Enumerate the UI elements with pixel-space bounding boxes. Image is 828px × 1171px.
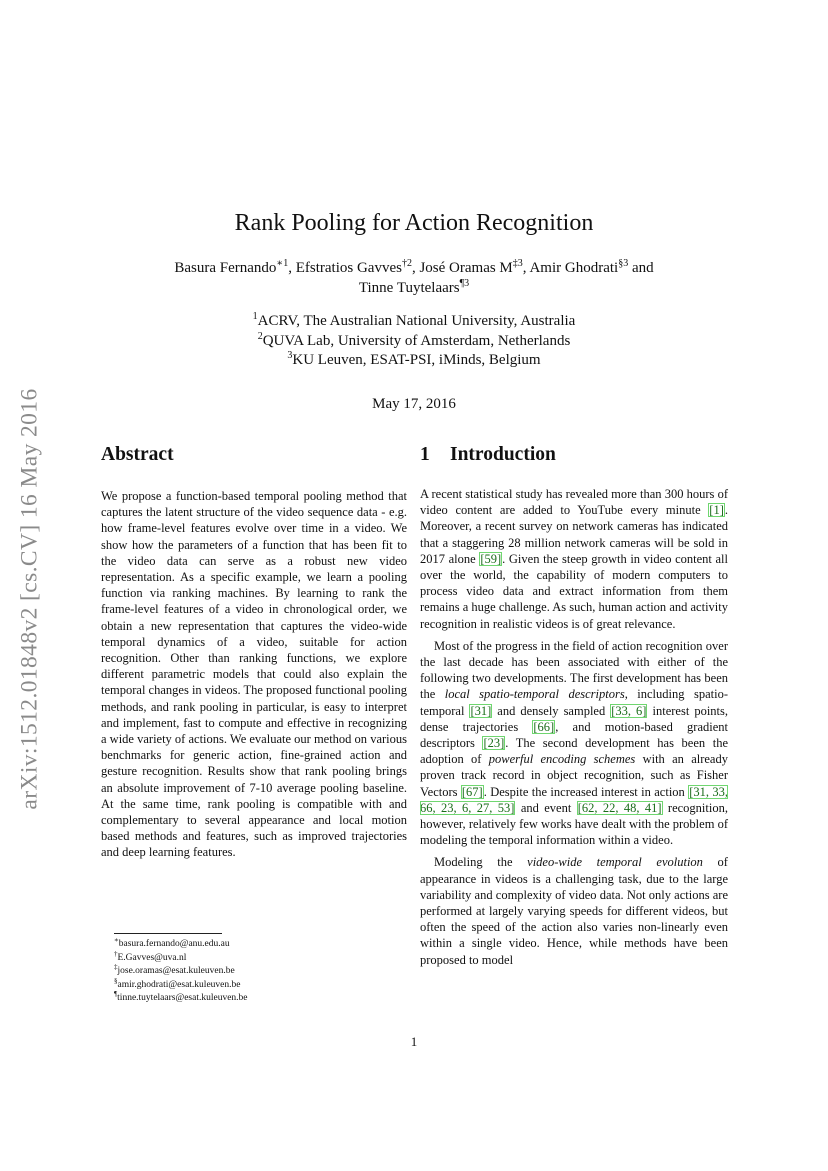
footnote	[114, 962, 414, 979]
author-conjunction: and	[631, 260, 654, 276]
paragraph: A recent statistical study has revealed more than 300 hours of video content are added to YouTube every minute [1]. Moreover, a recent survey on network cameras has indicated that a staggering 28 million network cameras will be sold in 2017 alone [59]. Given the steep growth in video content all over the world, the capability of modern computers to process video data and extract information from them remains a huge challenge. As such, human action and activity recognition in realistic videos is of great relevance.	[420, 487, 728, 631]
affiliation-line	[120, 351, 708, 371]
author-mark: §3	[618, 258, 629, 269]
arxiv-id: arXiv:1512.01848v2 [cs.CV] 16 May 2016	[16, 388, 43, 810]
author-mark: ∗1	[276, 258, 289, 269]
author-name: José Oramas M	[419, 260, 513, 276]
section-title: Introduction	[450, 444, 556, 465]
paper-date: May 17, 2016	[372, 396, 456, 412]
affiliation-line	[120, 312, 708, 332]
footnote-email[interactable]: tinne.tuytelaars@esat.kuleuven.be	[117, 993, 248, 1003]
introduction-heading	[420, 444, 556, 466]
citation-link[interactable]: [33, 6]	[611, 703, 647, 718]
paragraph: Most of the progress in the field of action recognition over the last decade has been associated with either of the following two developments. The first development has been the local spatio-temporal descriptors, including spatio-temporal [31] and densely sampled [33, 6] interest points, dense trajectories [66], and motion-based gradient descriptors [23]. The second development has been the adoption of powerful encoding schemes with an already proven track record in object recognition, such as Fisher Vectors [67]. Despite the increased interest in action [31, 33, 66, 23, 6, 27, 53] and event [62, 22, 48, 41] recognition, however, relatively few works have dealt with the problem of modeling the temporal information within a video.	[420, 638, 729, 848]
footnote	[114, 935, 414, 952]
footnote-mark: §	[114, 976, 118, 985]
author-mark: ¶3	[459, 278, 470, 289]
footnote-email[interactable]: jose.oramas@esat.kuleuven.be	[117, 966, 235, 976]
emphasis: powerful encoding schemes	[488, 752, 636, 767]
author-name: Amir Ghodrati	[529, 260, 619, 276]
footnote-mark: †	[114, 949, 118, 958]
author-mark: †2	[401, 258, 412, 269]
footnote-mark: ‡	[114, 962, 118, 971]
paragraph: Modeling the video-wide temporal evolution of appearance in videos is a challenging task, due to the large variability and complexity of video data. Not only actions are performed at largely varying speeds for different videos, but often the speed of the action also varies non-linearly even within a single video. Hence, while methods have been proposed to model	[420, 855, 728, 967]
affiliation-mark: 1	[252, 311, 258, 322]
abstract-body: We propose a function-based temporal pooling method that captures the latent structure of the video sequence data - e.g. how frame-level features evolve over time in a video. We show how the parameters of a function that has been fit to the video data can serve as a robust new video representation. As a specific example, we learn a pooling function via ranking machines. By learning to rank the frame-level features of a video in chronological order, we obtain a new representation that captures the video-wide temporal dynamics of a video, suitable for action recognition. Other than ranking functions, we explore different parametric models that could also explain the temporal changes in videos. The proposed functional pooling methods, and rank pooling in particular, is easy to interpret and implement, fast to compute and effective in recognizing a wide variety of actions. We evaluate our method on various benchmarks for generic action, fine-grained action and gesture recognition. Results show that rank pooling brings an absolute improvement of 7-10 average pooling baseline. At the same time, rank pooling is compatible with and complementary to several appearance and local motion based methods and features, such as improved trajectories and deep learning features.	[101, 489, 407, 860]
citation-link[interactable]: [1]	[709, 503, 724, 518]
emphasis: local spatio-temporal descriptors	[444, 687, 625, 702]
footnote-rule	[114, 933, 222, 934]
footnote	[114, 949, 414, 966]
footnote-mark: ¶	[114, 989, 118, 998]
affiliation-text: KU Leuven, ESAT-PSI, iMinds, Belgium	[292, 352, 541, 368]
affiliations	[120, 312, 708, 371]
citation-link[interactable]: [66]	[533, 719, 555, 734]
affiliation-text: QUVA Lab, University of Amsterdam, Netherlands	[262, 332, 571, 349]
affiliation-text: ACRV, The Australian National University, Australia	[257, 313, 576, 329]
citation-link[interactable]: [23]	[483, 736, 505, 751]
footnote-email[interactable]: basura.fernando@anu.edu.au	[118, 939, 230, 949]
abstract-heading: Abstract	[101, 444, 174, 465]
affiliation-mark: 3	[287, 350, 293, 361]
footnote-mark: ∗	[114, 935, 119, 944]
footnotes	[114, 935, 414, 1006]
footnote	[114, 976, 414, 993]
footnote-email[interactable]: E.Gavves@uva.nl	[117, 952, 187, 963]
affiliation-mark: 2	[257, 330, 263, 342]
arxiv-sidebar-stamp	[10, 352, 50, 846]
section-number: 1	[420, 444, 430, 465]
affiliation-line	[120, 332, 708, 352]
emphasis: video-wide temporal evolution	[527, 855, 703, 870]
author-name: Efstratios Gavves	[295, 260, 402, 276]
paper-title: Rank Pooling for Action Recognition	[234, 210, 594, 236]
citation-link[interactable]: [62, 22, 48, 41]	[577, 800, 662, 815]
footnote-email[interactable]: amir.ghodrati@esat.kuleuven.be	[117, 979, 241, 990]
author-name: Basura Fernando	[174, 260, 277, 276]
author-name: Tinne Tuytelaars	[358, 280, 460, 296]
citation-link[interactable]: [31, 33, 66, 23, 6, 27, 53]	[420, 784, 728, 815]
author-list: Basura Fernando$^{∗1}$, Efstratios Gavves$^{\dagger 2}$, José Oramas $M^{\ddagger 3}$, Amir Ghodrati$^{\S 3}$ and Tinne Tuytelaars$^{\P 3}$	[174, 258, 654, 296]
citation-link[interactable]: [59]	[480, 551, 502, 566]
page-number: 1	[410, 1034, 418, 1049]
footnote	[114, 989, 414, 1006]
author-mark: ‡3	[512, 258, 523, 269]
citation-link[interactable]: [31]	[470, 703, 492, 718]
introduction-body	[420, 486, 728, 974]
citation-link[interactable]: [67]	[461, 784, 483, 799]
